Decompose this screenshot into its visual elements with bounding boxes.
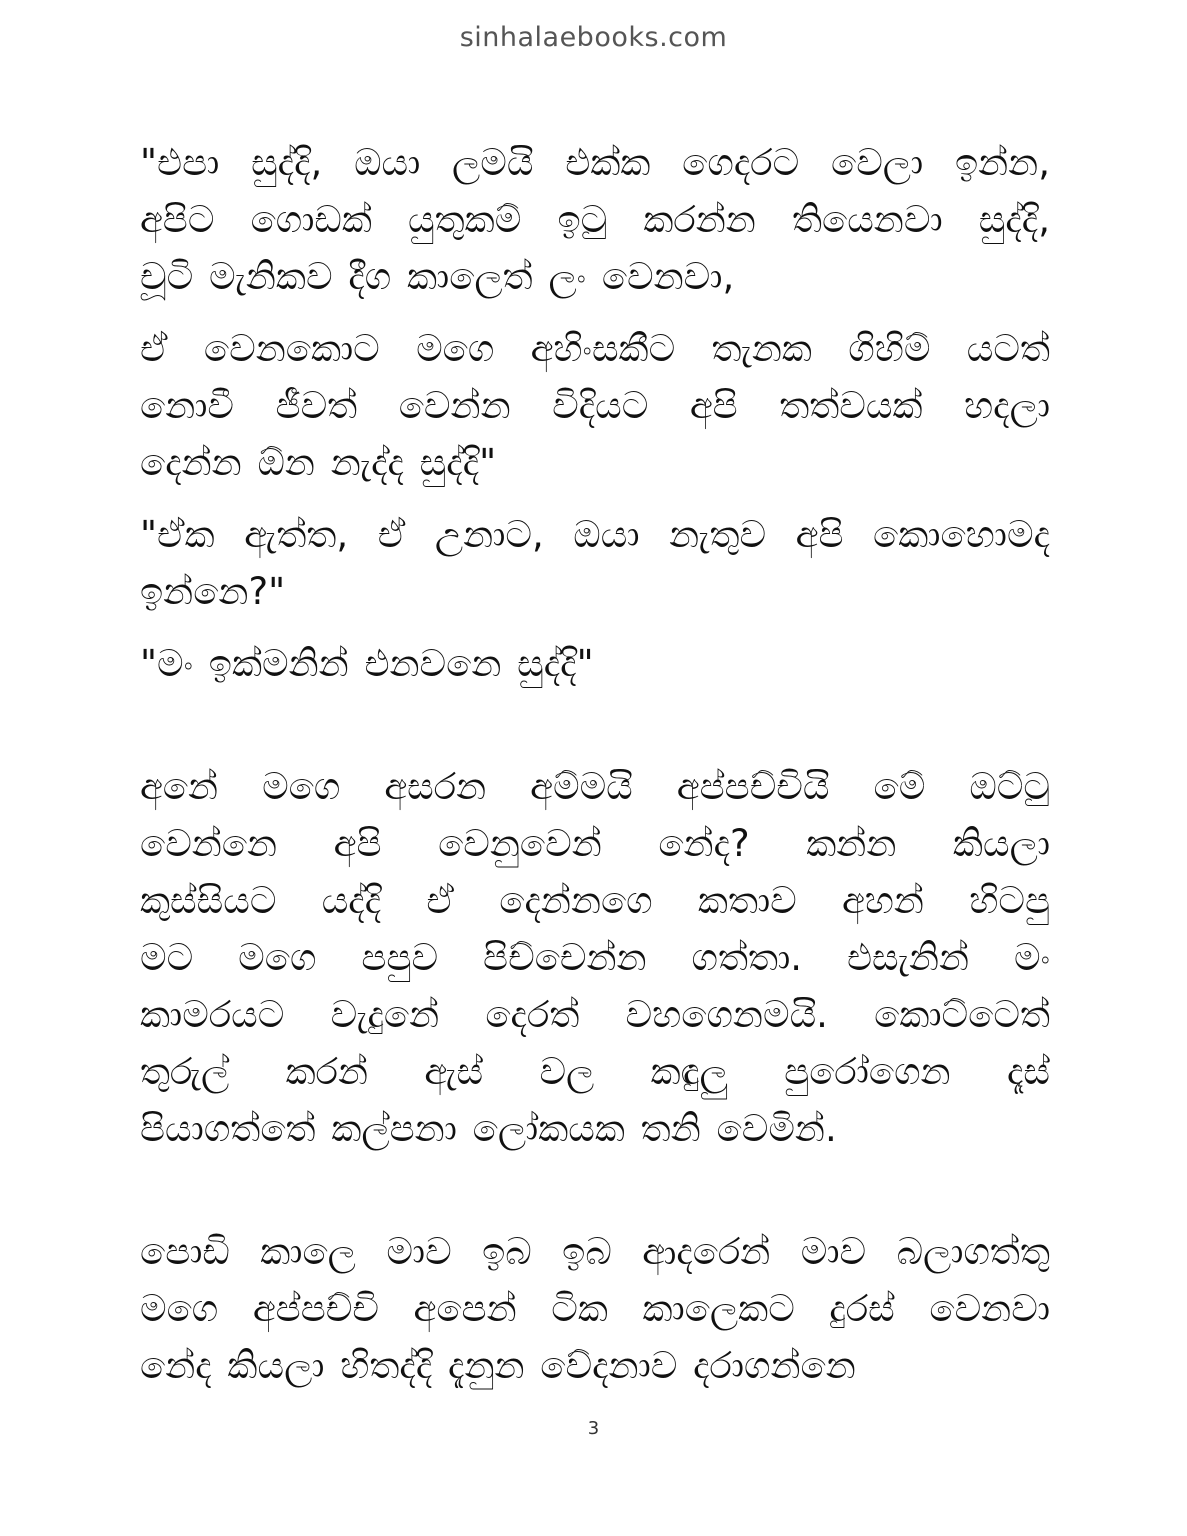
site-header: sinhalaebooks.com bbox=[459, 22, 728, 53]
text-line: තුරුල් කරන් ඇස් වල කඳුලු පුරෝගෙන දෑස් bbox=[140, 1050, 1050, 1093]
paragraph-gap bbox=[140, 491, 1050, 506]
paragraph-6 bbox=[140, 1223, 1050, 1394]
text-line: "ඒක ඇත්ත, ඒ උනාට, ඔයා නැතුව අපි කොහොමද bbox=[140, 513, 1050, 556]
text-line: පොඩි කාලෙ මාව ඉබ ඉබ ආදරෙන් මාව බලාගත්තු bbox=[140, 1230, 1050, 1273]
text-line: අපිට ගොඩක් යුතුකම් ඉටු කරන්න තියෙනවා සුද්දි, bbox=[140, 198, 1050, 241]
paragraph-gap bbox=[140, 620, 1050, 635]
paragraph-5 bbox=[140, 758, 1050, 1157]
text-line: ඉන්නෙ?" bbox=[140, 570, 286, 613]
paragraph-4 bbox=[140, 635, 1050, 692]
text-line: දෙන්න ඕන නැද්ද සුද්දි" bbox=[140, 441, 497, 484]
paragraph-2 bbox=[140, 320, 1050, 491]
text-line: වෙන්නෙ අපි වෙනුවෙන් නේද? කන්න කියලා bbox=[140, 822, 1050, 865]
paragraph-gap bbox=[140, 305, 1050, 320]
text-line: කුස්සියට යද්දි ඒ දෙන්නගෙ කතාව අහන් හිටපු bbox=[140, 879, 1050, 922]
text-line: චූටි මැනිකව දීග කාලෙත් ලං වෙනවා, bbox=[140, 255, 735, 298]
paragraph-1 bbox=[140, 134, 1050, 305]
text-line: "එපා සුද්දි, ඔයා ලමයි එක්ක ගෙදරට වෙලා ඉන්න, bbox=[140, 141, 1050, 184]
text-line: මගෙ අප්පච්චි අපෙන් ටික කාලෙකට දුරස් වෙනවා bbox=[140, 1287, 1050, 1330]
text-line: නොවී ජීවත් වෙන්න විදියට අපි තත්වයක් හදලා bbox=[140, 384, 1050, 427]
text-line: ඒ වෙනකොට මගෙ අහිංසකීට තැනක ගිහිම් යටත් bbox=[140, 327, 1050, 370]
page-number: 3 bbox=[587, 1418, 600, 1439]
paragraph-gap bbox=[140, 692, 1050, 758]
text-line: කාමරයට වැදුනේ දෙරත් වහගෙනමයි. කොට්ටෙත් bbox=[140, 993, 1050, 1036]
text-line: මට මගෙ පපුව පිච්චෙන්න ගත්තා. එසැනින් මං bbox=[140, 936, 1050, 979]
text-line: පියාගත්තේ කල්පනා ලෝකයක තනි වෙමින්. bbox=[140, 1107, 837, 1150]
text-line: අනේ මගෙ අසරන අම්මයි අප්පච්චියි මේ ඔට්ටු bbox=[140, 765, 1050, 808]
text-line: නේද කියලා හිතද්දි දැනුන වේදනාව දරාගන්නෙ bbox=[140, 1344, 856, 1387]
page-body bbox=[140, 134, 1050, 1394]
text-line: "මං ඉක්මනින් එනවනෙ සුද්දි" bbox=[140, 642, 594, 685]
paragraph-gap bbox=[140, 1157, 1050, 1223]
paragraph-3 bbox=[140, 506, 1050, 620]
